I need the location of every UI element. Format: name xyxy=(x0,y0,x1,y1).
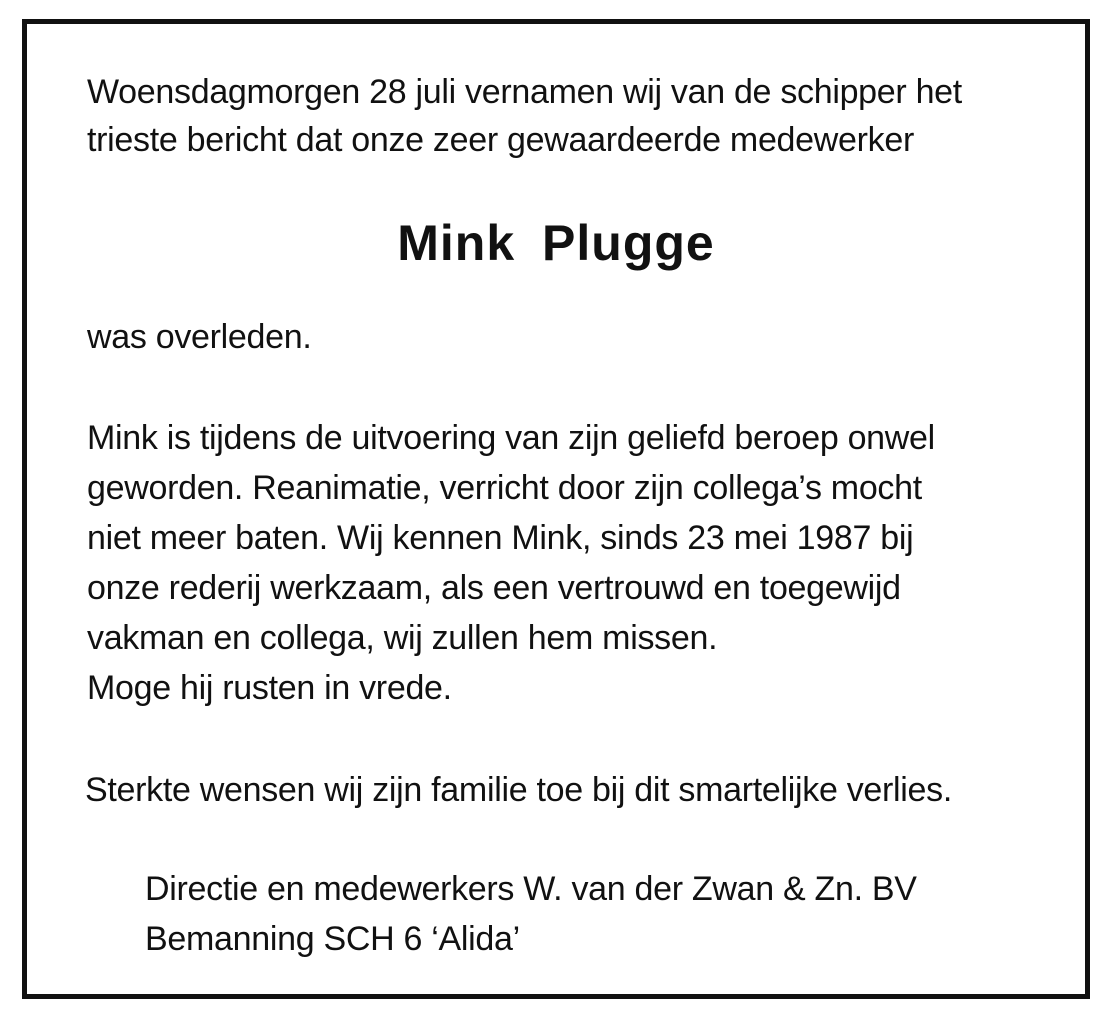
closing-text: Sterkte wensen wij zijn familie toe bij dit smartelijke verlies. xyxy=(85,771,953,809)
deceased-name: Mink Plugge xyxy=(397,215,715,271)
body-line-1: Mink is tijdens de uitvoering van zijn geliefd beroep onwel xyxy=(87,419,935,457)
after-name-text: was overleden. xyxy=(87,318,312,356)
signature-line-2: Bemanning SCH 6 ‘Alida’ xyxy=(145,920,520,958)
body-line-5: vakman en collega, wij zullen hem missen. xyxy=(87,619,718,657)
body-line-6: Moge hij rusten in vrede. xyxy=(87,669,452,707)
intro-line-2: trieste bericht dat onze zeer gewaardeerde medewerker xyxy=(87,121,914,159)
body-line-4: onze rederij werkzaam, als een vertrouwd en toegewijd xyxy=(87,569,901,607)
body-line-2: geworden. Reanimatie, verricht door zijn collega’s mocht xyxy=(87,469,922,507)
signature-line-1: Directie en medewerkers W. van der Zwan & Zn. BV xyxy=(145,870,917,908)
body-line-3: niet meer baten. Wij kennen Mink, sinds 23 mei 1987 bij xyxy=(87,519,914,557)
notice-frame xyxy=(22,19,1090,999)
intro-line-1: Woensdagmorgen 28 juli vernamen wij van de schipper het xyxy=(87,73,962,111)
